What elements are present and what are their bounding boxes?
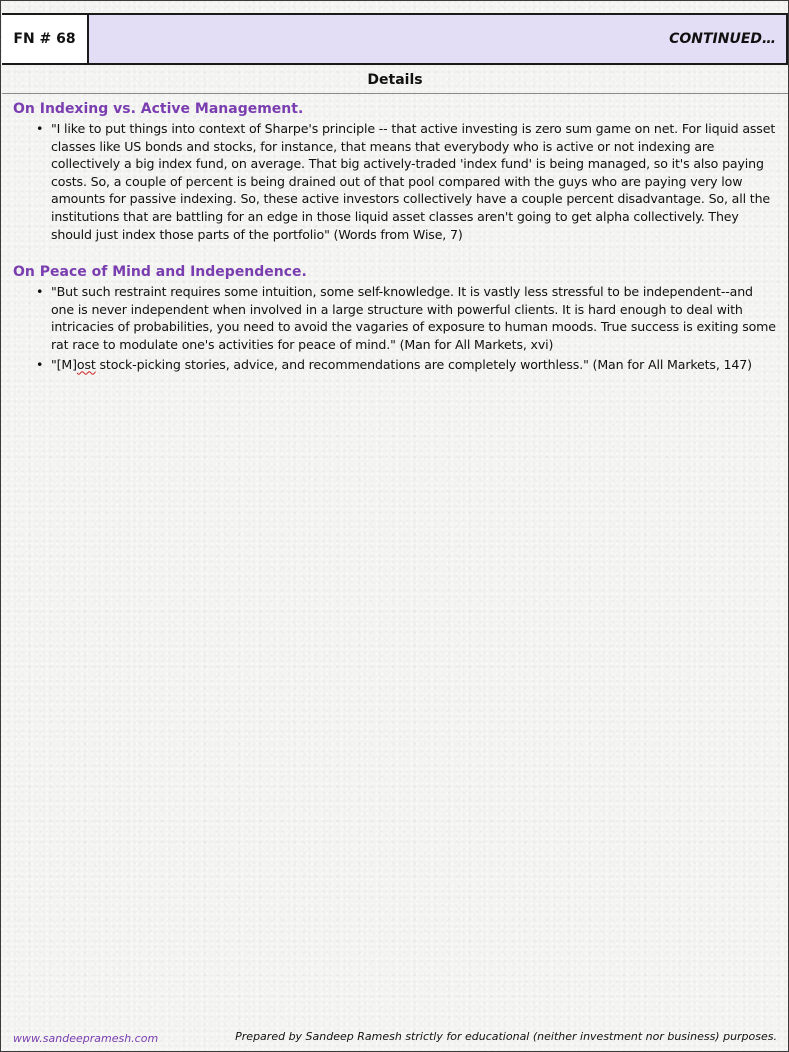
continued-label: CONTINUED… [89, 15, 788, 63]
section-spacer [13, 245, 779, 263]
list-item [51, 356, 779, 374]
fn-number-label: FN # 68 [2, 15, 89, 63]
list-item: • "I like to put things into context of Sharpe's principle -- that active investing is zero sum game on net. For liquid asset classes like US bonds and stocks, for instance, that means that everybody who is active or not indexing are collectively a big index fund, on average. That big actively-traded 'index fund' is being managed, so it's also paying costs. So, a couple of percent is being drained out of that pool compared with the guys who are paying very low amounts for passive indexing. So, these active investors collectively have a couple percent disadvantage. So, all the institutions that are battling for an edge in those liquid asset classes aren't going to get alpha collectively. They should just index those parts of the portfolio" (Words from Wise, 7) [51, 120, 779, 243]
footer-website-link[interactable]: www.sandeepramesh.com [13, 1032, 159, 1045]
section-title-indexing: On Indexing vs. Active Management. [13, 101, 304, 117]
bullet-list-peace-of-mind [13, 283, 779, 373]
quote-prefix: "[M] [51, 356, 77, 372]
content-area [13, 100, 779, 375]
quote-rest: stock-picking stories, advice, and recommendations are completely worthless." (Man for All Markets, 147) [95, 356, 752, 372]
details-heading: Details [2, 67, 788, 94]
header-bar [2, 13, 788, 65]
section-title-peace-of-mind: On Peace of Mind and Independence. [13, 264, 307, 281]
footer-disclaimer: Prepared by Sandeep Ramesh strictly for educational (neither investment nor business) purposes. [235, 1030, 777, 1043]
bullet-list-indexing [13, 120, 779, 243]
list-item: • "But such restraint requires some intuition, some self-knowledge. It is vastly less stressful to be independent--and one is never independent when involved in a large structure with powerful clients. It is hard enough to deal with intricacies of probabilities, you need to avoid the vagaries of exposure to human moods. True success is exiting some rat race to modulate one's activities for peace of mind." (Man for All Markets, xvi) [51, 283, 779, 353]
spellcheck-underlined-word: ost [76, 356, 96, 372]
